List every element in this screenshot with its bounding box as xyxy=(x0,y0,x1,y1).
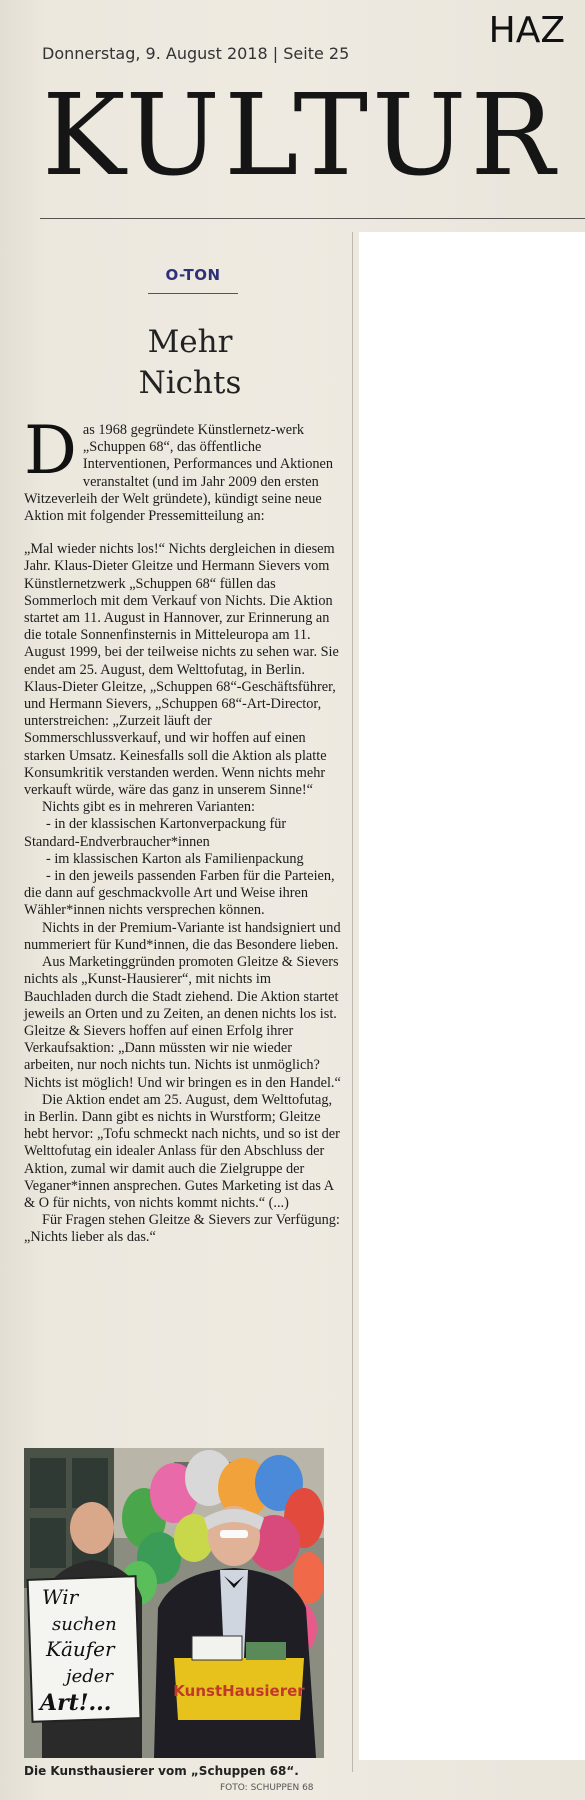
article-photo xyxy=(24,1448,324,1758)
variants-intro: Nichts gibt es in mehreren Varianten: xyxy=(42,799,255,816)
masthead-rule xyxy=(40,218,585,219)
publisher-logo: HAZ xyxy=(488,10,565,51)
variant-item-3: - in den jeweils passenden Farben für die Parteien, die dann auf geschmackvolle Art und Weise ihren Wähler*innen nichts versprechen können. xyxy=(24,868,335,919)
headline-line-1: Mehr xyxy=(147,324,233,360)
blank-column-area xyxy=(359,232,585,1760)
contact-paragraph: Für Fragen stehen Gleitze & Sievers zur Verfügung: „Nichts lieber als das.“ xyxy=(24,1212,340,1246)
article-headline xyxy=(40,322,340,404)
sign-text-1: Wir xyxy=(42,1585,79,1609)
sign-text-5: Art!... xyxy=(40,1690,112,1716)
dateline: Donnerstag, 9. August 2018 | Seite 25 xyxy=(42,44,350,63)
intro-text: as 1968 gegründete Künstlernetz-werk „Schuppen 68“, das öffentliche Interventionen, Performances und Aktionen veranstaltet (und im Jahr 2009 den ersten Witzeverleih der Welt gründete), kündigt seine neue Aktion mit folgender Pressemitteilung an: xyxy=(24,422,334,525)
tray-label: KunstHausierer xyxy=(173,1682,305,1700)
photo-credit: FOTO: SCHUPPEN 68 xyxy=(220,1783,314,1793)
drop-cap: D xyxy=(24,412,77,489)
variant-item-2: - im klassischen Karton als Familienpackung xyxy=(46,850,304,867)
headline-line-2: Nichts xyxy=(138,365,242,401)
vendor-tray xyxy=(173,1636,305,1720)
section-masthead: KULTUR xyxy=(42,71,559,201)
end-paragraph: Die Aktion endet am 25. August, dem Welttofutag, in Berlin. Dann gibt es nichts in Wurstform; Gleitze hebt hervor: „Tofu schmeckt nach nichts, und so ist der Welttofutag ein idealer Anlass für den Abschluss der Aktion, zumal wir damit auch die Zielgruppe der Veganer*innen ansprechen. Gutes Marketing ist das A & O für nichts, von nichts kommt nichts.“ (...) xyxy=(24,1091,340,1211)
photo-illustration xyxy=(24,1448,324,1758)
kicker-rule xyxy=(148,293,238,294)
premium-paragraph: Nichts in der Premium-Variante ist handsigniert und nummeriert für Kund*innen, die das Besondere lieben. xyxy=(24,919,341,953)
sign-text-3: Käufer xyxy=(46,1637,115,1661)
photo-caption: Die Kunsthausierer vom „Schuppen 68“. xyxy=(24,1764,299,1778)
protest-sign xyxy=(28,1576,141,1722)
variant-item-1: - in der klassischen Kartonverpackung für Standard-Endverbraucher*innen xyxy=(24,816,287,850)
sign-text-4: jeder xyxy=(66,1666,114,1687)
article-intro-paragraph xyxy=(24,412,342,525)
article-body xyxy=(24,412,342,1247)
sign-text-2: suchen xyxy=(52,1614,117,1635)
article-kicker: O-TON xyxy=(165,266,221,284)
marketing-paragraph: Aus Marketinggründen promoten Gleitze & Sievers nichts als „Kunst-Hausierer“, mit nichts im Bauchladen durch die Stadt ziehend. Die Aktion startet jeweils an Orten und zu Zeiten, an denen nichts los ist. Gleitze & Sievers hoffen auf einen Erfolg ihrer Verkaufsaktion: „Dann müssten wir nie wieder arbeiten, nur noch nichts tun. Nichts ist unmöglich? Nichts ist möglich! Und wir bringen es in den Handel.“ xyxy=(24,954,341,1091)
column-rule xyxy=(352,232,353,1772)
press-release-paragraph: „Mal wieder nichts los!“ Nichts dergleichen in diesem Jahr. Klaus-Dieter Gleitze und Hermann Sievers vom Künstlernetzwerk „Schuppen 68“ füllen das Sommerloch mit dem Verkauf von Nichts. Die Aktion startet am 11. August in Hannover, zur Erinnerung an die totale Sonnenfinsternis in Mitteleuropa am 11. August 1999, bei der teilweise nichts zu sehen war. Sie endet am 25. August, dem Welttofutag, in Berlin. Klaus-Dieter Gleitze, „Schuppen 68“-Geschäftsführer, und Hermann Sievers, „Schuppen 68“-Art-Director, unterstreichen: „Zurzeit läuft der Sommerschlussverkauf, und wir hoffen auf einen starken Umsatz. Keinesfalls soll die Aktion als platte Konsumkritik verstanden werden. Wenn nichts mehr verkauft würde, wäre das ganz in unserem Sinne!“ xyxy=(24,541,339,799)
